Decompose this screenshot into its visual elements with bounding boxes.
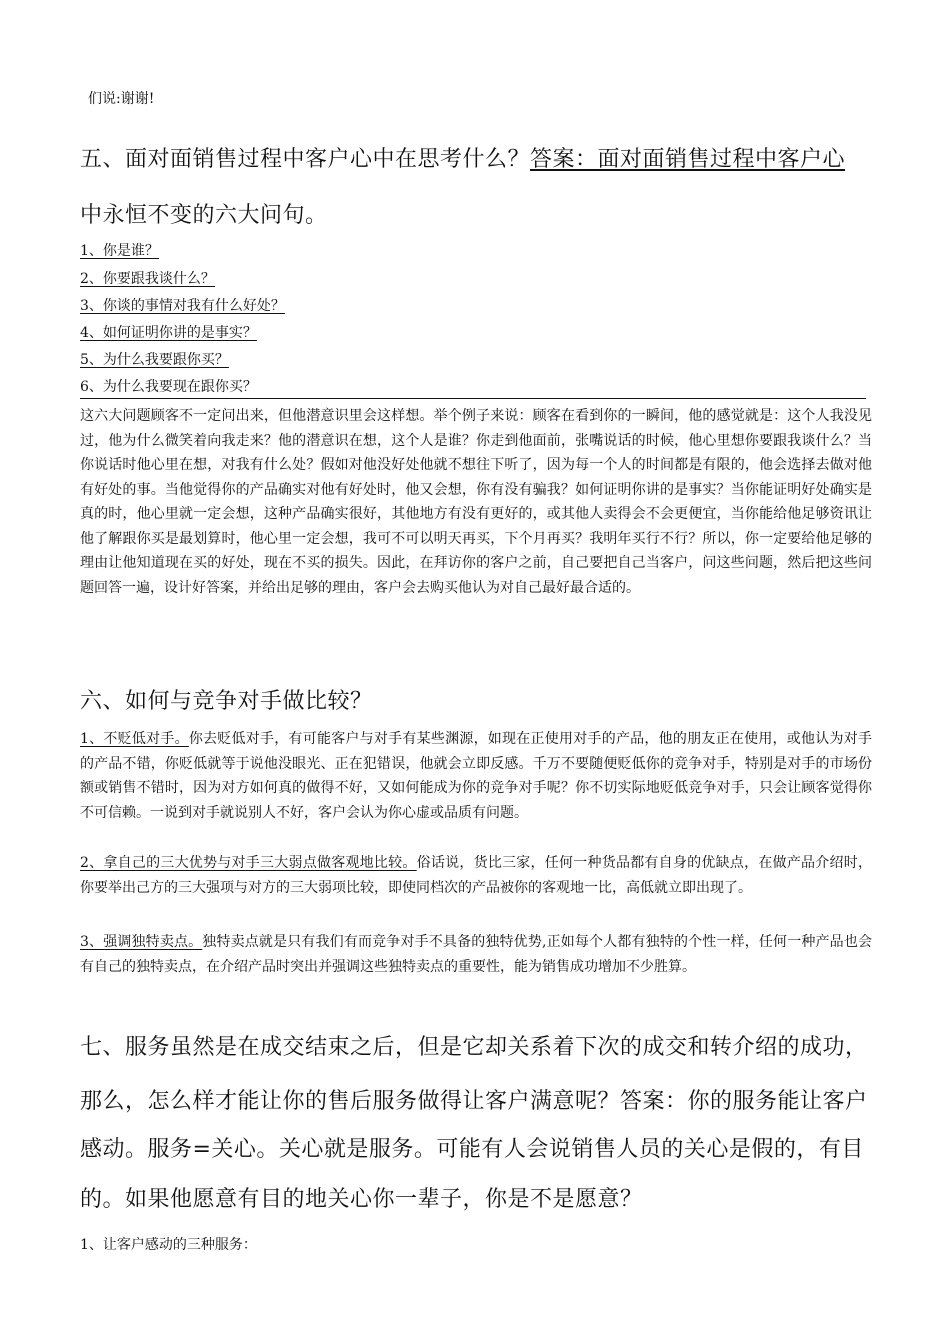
question-item-4: 4、如何证明你讲的是事实？ xyxy=(80,325,257,341)
section6-item-3-body: 独特卖点就是只有我们有而竞争对手不具备的独特优势,正如每个人都有独特的个性一样，任何一种产品也会有自己的独特卖点，在介绍产品时突出并强调这些独特卖点的重要性，能为销售成功增加不少胜算。 xyxy=(80,934,872,975)
question-item-5: 5、为什么我要跟你买？ xyxy=(80,352,229,368)
section6-item-2-body: 俗话说，货比三家，任何一种货品都有自身的优缺点，在做产品介绍时，你要举出己方的三大强项与对方的三大弱项比较，即使同档次的产品被你的客观地一比，高低就立即出现了。 xyxy=(80,855,873,896)
section5-paragraph: 这六大问题顾客不一定问出来，但他潜意识里会这样想。举个例子来说：顾客在看到你的一瞬间，他的感觉就是：这个人我没见过，他为什么微笑着向我走来？他的潜意识在想，这个人是谁？你走到他面前，张嘴说话的时候，他心里想你要跟我谈什么？当你说话时他心里在想，对我有什么处？假如对他没好处他就不想往下听了，因为每一个人的时间都是有限的，他会选择去做对他有好处的事。当他觉得你的产品确实对他有好处时，他又会想，你有没有骗我？如何证明你讲的是事实？当你能证明好处确实是真的时，他心里就一定会想，这种产品确实很好，其他地方有没有更好的，或其他人卖得会不会更便宜，当你能给他足够资讯让他了解跟你买是最划算时，他心里一定会想，我可不可以明天再买，下个月再买？我明年买行不行？所以，你一定要给他足够的理由让他知道现在买的好处，现在不买的损失。因此，在拜访你的客户之前，自己要把自己当客户，问这些问题，然后把这些问题回答一遍，设计好答案，并给出足够的理由，客户会去购买他认为对自己最好最合适的。 xyxy=(80,408,872,596)
section5-heading-line2: 中永恒不变的六大问句。 xyxy=(80,203,328,228)
section7-line-3: 感动。服务=关心。关心就是服务。可能有人会说销售人员的关心是假的，有目 xyxy=(80,1137,864,1162)
section6-item-2-title: 2、拿自己的三大优势与对手三大弱点做客观地比较。 xyxy=(80,855,417,871)
section6-heading: 六、如何与竞争对手做比较？ xyxy=(80,689,373,714)
section6-item-1 xyxy=(80,727,872,825)
section6-item-3-title: 3、强调独特卖点。 xyxy=(80,934,203,950)
section6-item-2 xyxy=(80,851,872,900)
top-line: 们说:谢谢! xyxy=(88,91,155,107)
section6-item-3 xyxy=(80,930,872,979)
question-item-2: 2、你要跟我谈什么？ xyxy=(80,271,215,287)
section6-item-1-title: 1、不贬低对手。 xyxy=(80,731,189,747)
section7-sub-item: 1、让客户感动的三种服务： xyxy=(80,1237,257,1253)
section7-line-1: 七、服务虽然是在成交结束之后，但是它却关系着下次的成交和转介绍的成功， xyxy=(80,1035,868,1060)
divider-rule xyxy=(80,398,866,399)
question-item-1: 1、你是谁？ xyxy=(80,243,159,259)
section5-heading-plain: 五、面对面销售过程中客户心中在思考什么？ xyxy=(80,147,531,172)
section7-line-2: 那么，怎么样才能让你的售后服务做得让客户满意呢？答案：你的服务能让客户 xyxy=(80,1089,868,1114)
section5-heading xyxy=(80,142,845,173)
question-item-3: 3、你谈的事情对我有什么好处？ xyxy=(80,298,285,314)
question-item-6: 6、为什么我要现在跟你买？ xyxy=(80,379,257,395)
section5-heading-answer: 答案：面对面销售过程中客户心 xyxy=(530,147,846,172)
section6-item-1-body: 你去贬低对手，有可能客户与对手有某些渊源，如现在正使用对手的产品，他的朋友正在使用，或他认为对手的产品不错，你贬低就等于说他没眼光、正在犯错误，他就会立即反感。千万不要随便贬低你的竞争对手，特别是对手的市场份额或销售不错时，因为对方如何真的做得不好，又如何能成为你的竞争对手呢？你不切实际地贬低竞争对手，只会让顾客觉得你不可信赖。一说到对手就说别人不好，客户会认为你心虚或品质有问题。 xyxy=(80,731,872,821)
section7-line-4: 的。如果他愿意有目的地关心你一辈子，你是不是愿意？ xyxy=(80,1187,643,1212)
